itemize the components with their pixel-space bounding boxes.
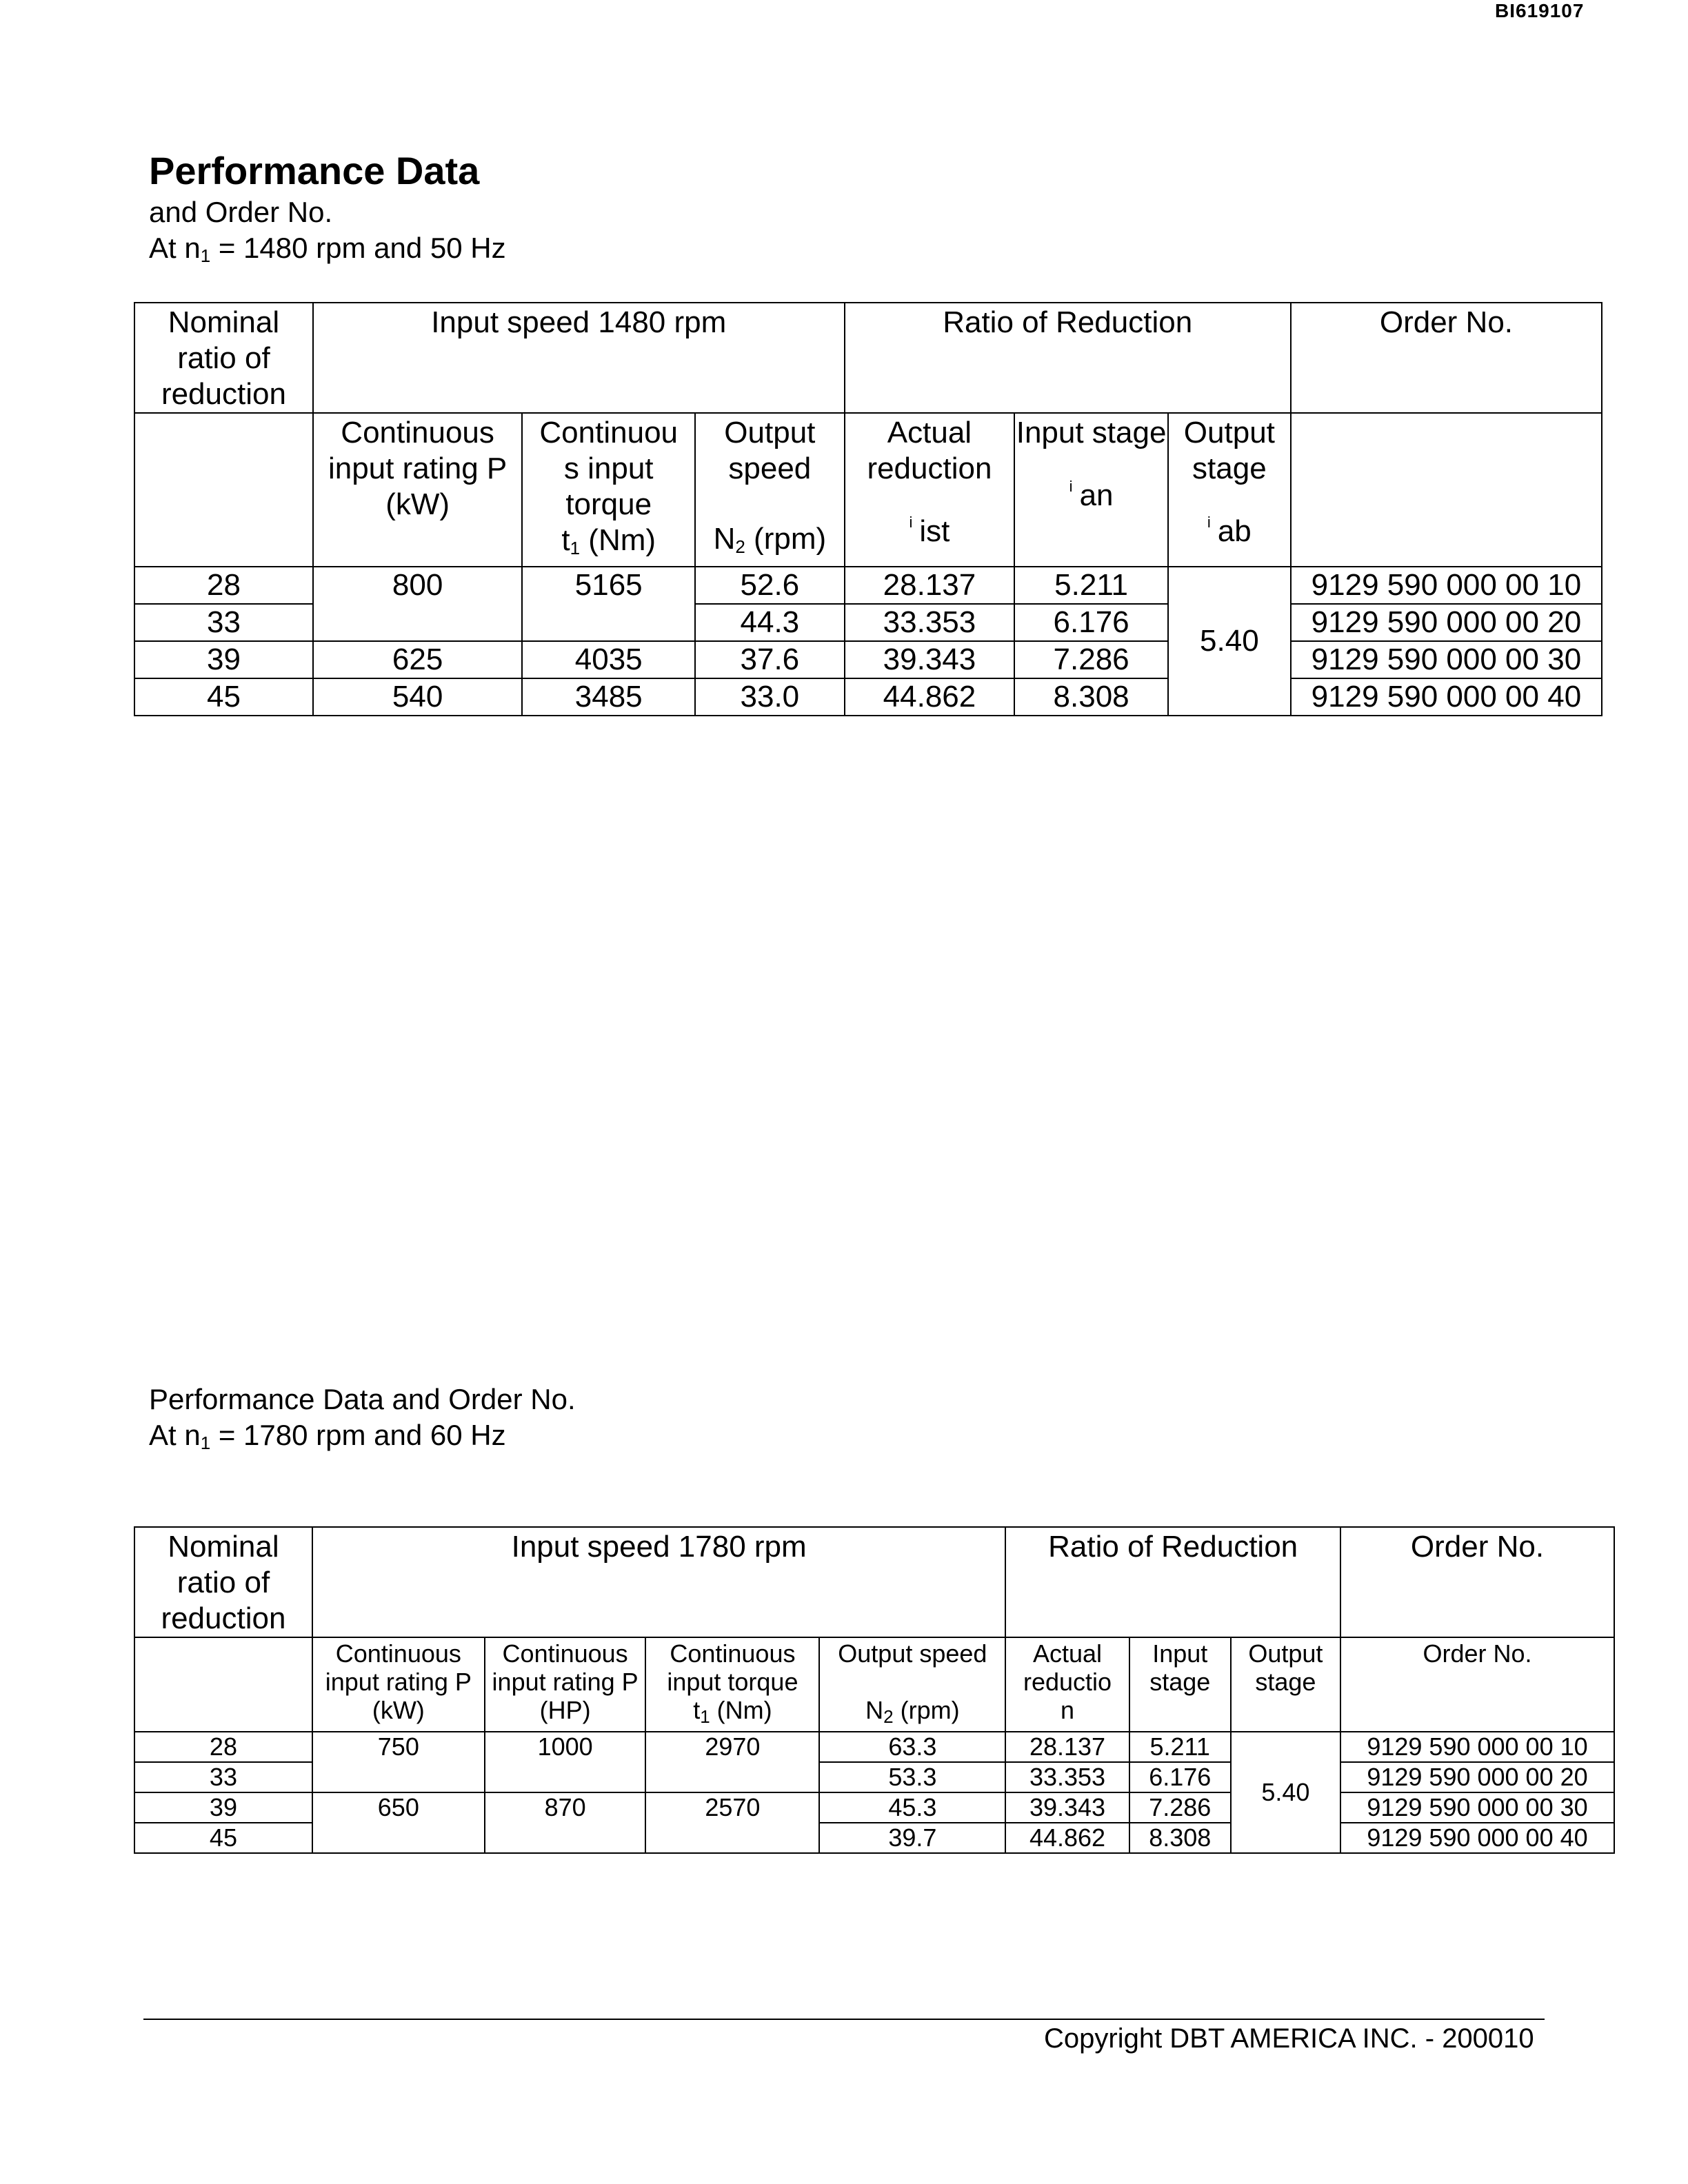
actual-symbol (910, 505, 950, 549)
cell-power-kw: 650 (312, 1792, 485, 1853)
cell-torque: 2970 (645, 1732, 819, 1792)
page-number: 10 (1503, 2023, 1534, 2054)
cell-input-stage: 8.308 (1129, 1823, 1231, 1853)
cell-order-no: 9129 590 000 00 20 (1291, 604, 1602, 641)
cell-actual-reduction: 28.137 (1005, 1732, 1129, 1762)
header-nominal-ratio: Nominal ratio of reduction (134, 1527, 312, 1637)
actual-label-b: n (1061, 1696, 1075, 1724)
speed-unit-suffix: (rpm) (745, 522, 827, 556)
subheader-cont-input-torque (522, 413, 695, 567)
cell-power: 625 (313, 641, 522, 678)
subheader-actual-reduction (1005, 1637, 1129, 1732)
cell-nominal: 28 (134, 567, 313, 604)
cell-output-stage: 5.40 (1168, 567, 1291, 716)
cell-output-speed: 53.3 (819, 1762, 1005, 1792)
header-ratio-of-reduction: Ratio of Reduction (1005, 1527, 1340, 1637)
cell-nominal: 39 (134, 1792, 312, 1823)
output-stage-label: Output stage (1183, 416, 1275, 485)
actual-symbol-text: ist (919, 514, 950, 548)
subheader-empty (134, 413, 313, 567)
conditions-suffix: = 1780 rpm and 60 Hz (210, 1419, 506, 1451)
conditions-sub: 1 (200, 245, 211, 266)
subheader-output-speed (819, 1637, 1005, 1732)
subheader-input-stage: Input stage (1129, 1637, 1231, 1732)
torque-unit-sub: 1 (700, 1706, 710, 1727)
subheader-cont-input-torque (645, 1637, 819, 1732)
conditions-sub: 1 (200, 1433, 211, 1453)
cell-input-stage: 5.211 (1014, 567, 1168, 604)
subheader-order-empty (1291, 413, 1602, 567)
subheader-empty (134, 1637, 312, 1732)
cell-order-no: 9129 590 000 00 10 (1340, 1732, 1614, 1762)
header-nominal-ratio: Nominal ratio of reduction (134, 303, 313, 413)
table-row (134, 1732, 1614, 1762)
cell-output-speed: 52.6 (695, 567, 844, 604)
cell-power-kw: 750 (312, 1732, 485, 1792)
torque-label-a: Continuou (539, 416, 679, 449)
section2-title: Performance Data and Order No. (149, 1383, 576, 1415)
torque-unit-prefix: t (693, 1696, 701, 1724)
cell-order-no: 9129 590 000 00 30 (1291, 641, 1602, 678)
subheader-cont-input-rating-hp: Continuous input rating P (HP) (485, 1637, 646, 1732)
section2-heading (149, 1382, 576, 1461)
cell-output-stage: 5.40 (1231, 1732, 1340, 1853)
conditions-prefix: At n (149, 1419, 201, 1451)
cell-input-stage: 7.286 (1014, 641, 1168, 678)
output-symbol-text: ab (1217, 514, 1252, 548)
table-row (134, 1792, 1614, 1823)
header-input-speed: Input speed 1780 rpm (312, 1527, 1005, 1637)
input-stage-label: Input stage (1016, 416, 1167, 449)
cell-torque: 5165 (522, 567, 695, 641)
cell-output-speed: 44.3 (695, 604, 844, 641)
cell-actual-reduction: 44.862 (1005, 1823, 1129, 1853)
torque-label: Continuous input torque (667, 1639, 798, 1696)
cell-actual-reduction: 33.353 (1005, 1762, 1129, 1792)
cell-nominal: 39 (134, 641, 313, 678)
cell-torque: 4035 (522, 641, 695, 678)
cell-actual-reduction: 39.343 (1005, 1792, 1129, 1823)
subheader-cont-input-rating: Continuous input rating P (kW) (313, 413, 522, 567)
cell-input-stage: 6.176 (1014, 604, 1168, 641)
cell-input-stage: 8.308 (1014, 678, 1168, 716)
speed-unit-sub: 2 (883, 1706, 894, 1727)
cell-input-stage: 7.286 (1129, 1792, 1231, 1823)
cell-output-speed: 39.7 (819, 1823, 1005, 1853)
output-speed-label: Output speed (724, 416, 816, 485)
subheader-output-stage (1168, 413, 1291, 567)
document-id: BI619107 (1495, 0, 1585, 21)
cell-order-no: 9129 590 000 00 20 (1340, 1762, 1614, 1792)
header-order-no: Order No. (1291, 303, 1602, 413)
speed-unit-prefix: N (865, 1696, 884, 1724)
table-row (134, 678, 1602, 716)
torque-unit (646, 1696, 818, 1731)
speed-unit-sub: 2 (735, 536, 745, 557)
header-order-no: Order No. (1340, 1527, 1614, 1637)
conditions-prefix: At n (149, 232, 201, 264)
actual-label-a: Actual reductio (1023, 1639, 1112, 1696)
cell-output-speed: 33.0 (695, 678, 844, 716)
cell-actual-reduction: 44.862 (845, 678, 1015, 716)
output-symbol (1207, 505, 1252, 549)
torque-unit-suffix: (Nm) (580, 523, 656, 557)
cell-order-no: 9129 590 000 00 40 (1340, 1823, 1614, 1853)
cell-torque: 2570 (645, 1792, 819, 1853)
cell-order-no: 9129 590 000 00 10 (1291, 567, 1602, 604)
cell-torque: 3485 (522, 678, 695, 716)
speed-unit-prefix: N (713, 522, 736, 556)
subheader-input-stage (1014, 413, 1168, 567)
conditions-suffix: = 1480 rpm and 50 Hz (210, 232, 506, 264)
table-row (134, 641, 1602, 678)
speed-unit (696, 521, 843, 565)
cell-output-speed: 37.6 (695, 641, 844, 678)
header-ratio-of-reduction: Ratio of Reduction (845, 303, 1291, 413)
torque-unit-prefix: t (561, 523, 570, 557)
subheader-actual-reduction (845, 413, 1015, 567)
copyright-text: Copyright DBT AMERICA INC. - 2000 (1044, 2023, 1504, 2054)
cell-actual-reduction: 28.137 (845, 567, 1015, 604)
torque-label-b: s input torque (563, 452, 654, 521)
speed-unit-suffix: (rpm) (893, 1696, 960, 1724)
output-symbol-i: i (1207, 514, 1211, 531)
footer (1044, 2020, 1534, 2057)
input-symbol-i: i (1069, 478, 1073, 495)
subheader-order-no: Order No. (1340, 1637, 1614, 1732)
performance-table-50hz (134, 302, 1602, 716)
cell-nominal: 33 (134, 1762, 312, 1792)
subheader-cont-input-rating-kw: Continuous input rating P (kW) (312, 1637, 485, 1732)
cell-order-no: 9129 590 000 00 30 (1340, 1792, 1614, 1823)
cell-power: 540 (313, 678, 522, 716)
cell-nominal: 45 (134, 1823, 312, 1853)
cell-nominal: 33 (134, 604, 313, 641)
torque-unit-sub: 1 (570, 538, 581, 558)
cell-order-no: 9129 590 000 00 40 (1291, 678, 1602, 716)
torque-unit (523, 523, 694, 566)
cell-power: 800 (313, 567, 522, 641)
output-speed-label: Output speed (838, 1639, 987, 1668)
section1-conditions (149, 230, 506, 274)
actual-symbol-i: i (909, 514, 913, 531)
table-row (134, 567, 1602, 604)
performance-table-60hz (134, 1526, 1615, 1854)
section1-heading (149, 148, 506, 274)
cell-power-hp: 870 (485, 1792, 646, 1853)
subheader-output-stage: Output stage (1231, 1637, 1340, 1732)
input-symbol (1069, 469, 1114, 514)
cell-input-stage: 5.211 (1129, 1732, 1231, 1762)
speed-unit (820, 1696, 1005, 1731)
page-title: Performance Data (149, 149, 480, 192)
actual-reduction-label: Actual reduction (867, 416, 992, 485)
cell-actual-reduction: 33.353 (845, 604, 1015, 641)
cell-output-speed: 45.3 (819, 1792, 1005, 1823)
cell-nominal: 45 (134, 678, 313, 716)
section1-subtitle: and Order No. (149, 196, 333, 228)
cell-input-stage: 6.176 (1129, 1762, 1231, 1792)
torque-unit-suffix: (Nm) (710, 1696, 772, 1724)
cell-power-hp: 1000 (485, 1732, 646, 1792)
subheader-output-speed (695, 413, 844, 567)
input-symbol-text: an (1079, 478, 1114, 512)
header-input-speed: Input speed 1480 rpm (313, 303, 845, 413)
cell-actual-reduction: 39.343 (845, 641, 1015, 678)
cell-output-speed: 63.3 (819, 1732, 1005, 1762)
section2-conditions (149, 1417, 576, 1461)
cell-nominal: 28 (134, 1732, 312, 1762)
